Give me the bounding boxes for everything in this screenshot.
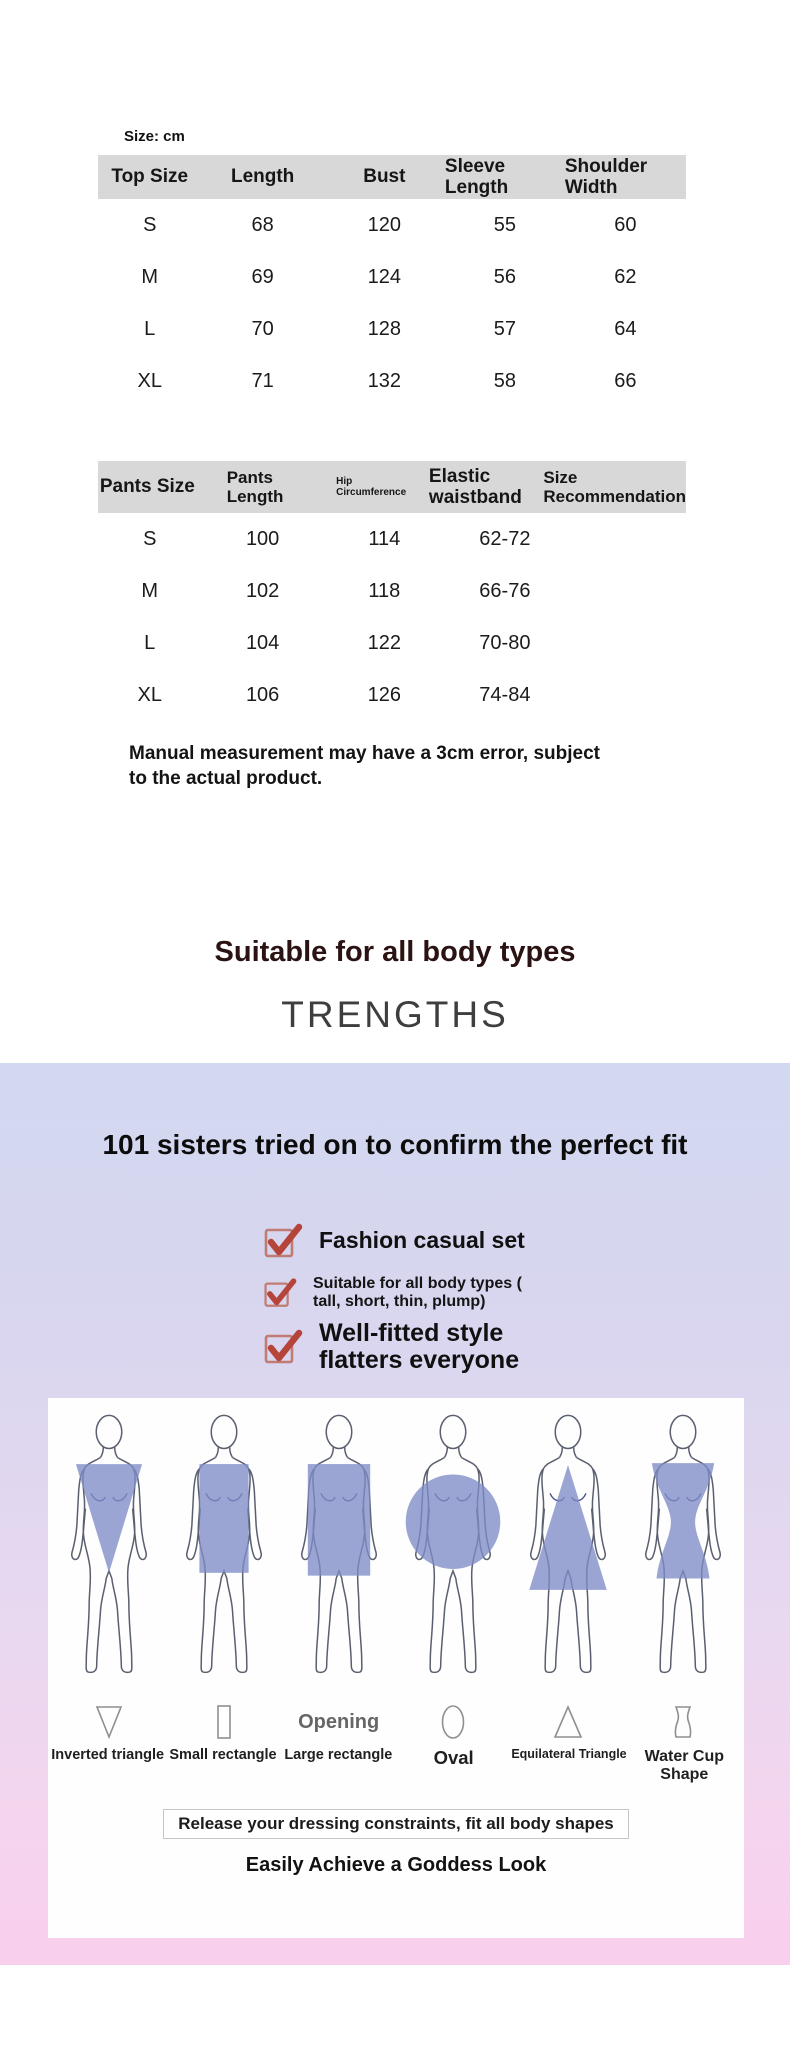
equilateral-triangle-icon bbox=[511, 1704, 626, 1740]
label-line: Suitable for all body types ( bbox=[313, 1275, 522, 1292]
checklist-label bbox=[313, 1275, 522, 1312]
table-cell: 58 bbox=[493, 369, 516, 392]
table-cell: 126 bbox=[367, 683, 402, 706]
table-cell: 68 bbox=[251, 213, 274, 236]
table-cell: 104 bbox=[245, 631, 280, 654]
body-figure-illustration bbox=[172, 1408, 276, 1696]
figure-equilateral-triangle bbox=[511, 1408, 626, 1696]
figure-oval bbox=[396, 1408, 511, 1696]
body-type-labels-row bbox=[48, 1748, 744, 1783]
table-cell: 122 bbox=[367, 631, 402, 654]
size-unit-label: Size: cm bbox=[124, 128, 185, 145]
checkbox-icon bbox=[263, 1221, 303, 1261]
goddess-look-tagline: Easily Achieve a Goddess Look bbox=[245, 1854, 547, 1877]
column-header: Top Size bbox=[111, 166, 189, 188]
table-cell: 62 bbox=[614, 265, 637, 288]
promo-headline: 101 sisters tried on to confirm the perfect fit bbox=[102, 1129, 688, 1160]
column-header bbox=[313, 476, 429, 498]
checklist-item bbox=[263, 1275, 525, 1312]
table-cell: 56 bbox=[493, 265, 516, 288]
body-figure-illustration bbox=[401, 1408, 505, 1696]
feature-checklist bbox=[263, 1221, 525, 1375]
checklist-label: Fashion casual set bbox=[319, 1227, 525, 1254]
opening-text-icon bbox=[281, 1711, 396, 1734]
header-line: Recommendation bbox=[543, 487, 686, 506]
checklist-item bbox=[263, 1221, 525, 1261]
figure-small-rectangle bbox=[167, 1408, 282, 1696]
release-constraints-banner: Release your dressing constraints, fit all body shapes bbox=[163, 1809, 629, 1839]
table-cell: 57 bbox=[493, 317, 516, 340]
header-line: Circumference bbox=[336, 487, 407, 498]
table-cell: XL bbox=[137, 369, 162, 392]
table-cell: 70 bbox=[251, 317, 274, 340]
figure-large-rectangle bbox=[281, 1408, 396, 1696]
table-cell: 71 bbox=[251, 369, 274, 392]
column-header bbox=[197, 468, 314, 506]
column-header: Bust bbox=[363, 166, 406, 188]
table-cell: XL bbox=[137, 683, 162, 706]
header-line: Size bbox=[543, 467, 578, 487]
label-line: tall, short, thin, plump) bbox=[313, 1293, 486, 1311]
suitable-heading: Suitable for all body types bbox=[214, 936, 576, 968]
table-row bbox=[98, 669, 686, 721]
body-figure-illustration bbox=[631, 1408, 735, 1696]
table-cell: 64 bbox=[614, 317, 637, 340]
header-line: Hip bbox=[336, 475, 353, 487]
figure-inverted-triangle bbox=[52, 1408, 167, 1696]
table-cell: 118 bbox=[368, 579, 401, 602]
table-cell: 74-84 bbox=[479, 683, 531, 706]
shape-icons-row bbox=[48, 1696, 744, 1748]
table-row bbox=[98, 617, 686, 669]
small-rectangle-icon bbox=[167, 1704, 282, 1740]
checkbox-icon bbox=[263, 1327, 303, 1367]
checkbox-icon bbox=[263, 1276, 297, 1310]
table-row bbox=[98, 199, 686, 251]
water-cup-icon bbox=[625, 1704, 740, 1740]
table-cell: 120 bbox=[367, 213, 402, 236]
column-header: Shoulder Width bbox=[564, 155, 648, 198]
table-cell: 60 bbox=[614, 213, 637, 236]
table-cell: L bbox=[144, 317, 156, 340]
column-header: Elastic waistband bbox=[428, 465, 522, 508]
figure-water-cup bbox=[625, 1408, 740, 1696]
table-cell: 128 bbox=[367, 317, 402, 340]
table-cell: 124 bbox=[367, 265, 402, 288]
header-line: Length bbox=[226, 487, 284, 506]
label-line: flatters everyone bbox=[319, 1346, 520, 1375]
body-type-label: Oval bbox=[433, 1747, 474, 1768]
inverted-triangle-icon bbox=[52, 1704, 167, 1740]
strengths-heading: TRENGTHS bbox=[281, 994, 509, 1035]
checklist-item bbox=[263, 1320, 525, 1375]
column-header bbox=[543, 468, 686, 506]
promo-section bbox=[0, 1063, 790, 1965]
table-row bbox=[98, 355, 686, 407]
checklist-label bbox=[319, 1320, 519, 1375]
table-cell: L bbox=[144, 631, 156, 654]
body-type-label: Inverted triangle bbox=[51, 1747, 165, 1763]
table-cell: 69 bbox=[251, 265, 274, 288]
table-cell: S bbox=[143, 213, 157, 236]
table-row bbox=[98, 251, 686, 303]
table-cell: 66 bbox=[614, 369, 637, 392]
opening-label: Opening bbox=[298, 1710, 380, 1733]
top-size-table-header bbox=[98, 155, 686, 199]
pants-size-table-header bbox=[98, 461, 686, 513]
label-line: Well-fitted style bbox=[319, 1318, 504, 1347]
table-row bbox=[98, 303, 686, 355]
body-type-label: Small rectangle bbox=[169, 1747, 277, 1763]
body-types-card bbox=[48, 1398, 744, 1938]
table-cell: M bbox=[141, 265, 159, 288]
pants-size-table bbox=[98, 461, 686, 721]
top-size-table bbox=[98, 155, 686, 407]
body-type-label: Water Cup Shape bbox=[644, 1748, 724, 1783]
table-cell: 106 bbox=[245, 683, 280, 706]
body-figure-illustration bbox=[287, 1408, 391, 1696]
body-figure-illustration bbox=[516, 1408, 620, 1696]
table-cell: 114 bbox=[368, 527, 401, 550]
table-cell: 55 bbox=[493, 213, 516, 236]
body-type-label: Large rectangle bbox=[284, 1747, 393, 1763]
oval-icon bbox=[396, 1704, 511, 1740]
table-cell: 100 bbox=[245, 527, 280, 550]
table-cell: 102 bbox=[245, 579, 280, 602]
measurement-note: Manual measurement may have a 3cm error, subject to the actual product. bbox=[129, 743, 600, 789]
body-figures-row bbox=[48, 1398, 744, 1696]
table-row bbox=[98, 565, 686, 617]
table-cell: 132 bbox=[367, 369, 402, 392]
body-type-label: Equilateral Triangle bbox=[511, 1747, 627, 1761]
column-header: Length bbox=[230, 166, 295, 188]
column-header: Sleeve Length bbox=[444, 155, 509, 198]
body-figure-illustration bbox=[57, 1408, 161, 1696]
table-cell: S bbox=[143, 527, 157, 550]
column-header: Pants Size bbox=[99, 476, 195, 498]
table-cell: M bbox=[141, 579, 159, 602]
table-row bbox=[98, 513, 686, 565]
header-line: Pants bbox=[226, 467, 274, 487]
table-cell: 62-72 bbox=[479, 527, 531, 550]
table-cell: 66-76 bbox=[479, 579, 531, 602]
table-cell: 70-80 bbox=[479, 631, 531, 654]
